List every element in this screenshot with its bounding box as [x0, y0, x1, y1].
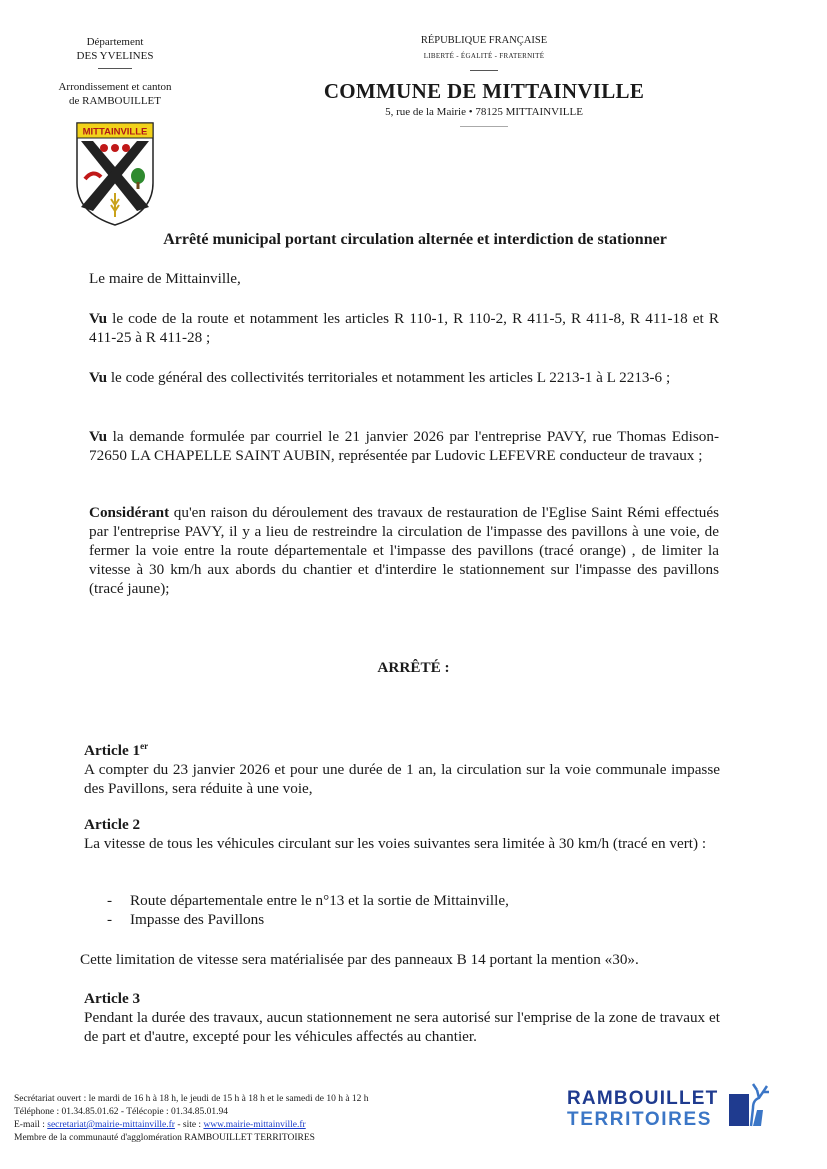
site-label: - site : — [174, 1120, 204, 1130]
rambouillet-territoires-logo — [567, 1088, 718, 1130]
vu-paragraph-2 — [89, 368, 719, 387]
email-label: E-mail : — [14, 1120, 48, 1130]
vu-paragraph-3 — [89, 427, 719, 465]
coat-of-arms-icon — [75, 121, 155, 227]
arrondissement-block — [40, 80, 190, 108]
arrondissement-line1: Arrondissement et canton — [58, 81, 172, 93]
bullet-marker: - — [107, 892, 113, 909]
considerant-text: qu'en raison du déroulement des travaux de restauration de l'Eglise Saint Rémi effectués par l'entreprise PAVY, il y a lieu de restreindre la circulation de l'impasse des pavillons à une voie, de fermer la voie entre la route départementale et l'impasse des pavillons (tracé orange) , de limiter la vitesse à 30 km/h aux abords du chantier et d'interdire le stationnement sur l'impasse des pavillons (tracé jaune); — [89, 504, 719, 597]
vu-label: Vu — [89, 369, 108, 386]
vu-text: le code de la route et notamment les articles R 110-1, R 110-2, R 411-5, R 411-8, R 411-18 et R 411-25 à R 411-28 ; — [89, 310, 719, 346]
vu-text: la demande formulée par courriel le 21 janvier 2026 par l'entreprise PAVY, rue Thomas Edison-72650 LA CHAPELLE SAINT AUBIN, représentée par Ludovic LEFEVRE conducteur de travaux ; — [89, 428, 719, 464]
list-item-text: Impasse des Pavillons — [130, 911, 265, 928]
deer-icon — [727, 1080, 773, 1130]
arrondissement-line2: de RAMBOUILLET — [69, 95, 161, 107]
divider — [460, 126, 508, 127]
article-3-title: Article 3 — [84, 990, 141, 1007]
list-item-text: Route départementale entre le n°13 et la sortie de Mittainville, — [130, 892, 509, 909]
logo-line-2: TERRITOIRES — [567, 1109, 712, 1130]
vu-paragraph-1 — [89, 309, 719, 347]
coat-of-arms-text: MITTAINVILLE — [82, 126, 148, 138]
republic-label: RÉPUBLIQUE FRANÇAISE — [420, 35, 548, 46]
article-2 — [84, 815, 720, 853]
list-item — [107, 891, 509, 910]
logo-line-1: RAMBOUILLET — [567, 1088, 719, 1109]
commune-name: COMMUNE DE MITTAINVILLE — [323, 79, 645, 103]
department-block — [40, 35, 190, 63]
article-1-text: A compter du 23 janvier 2026 et pour une durée de 1 an, la circulation sur la voie communale impasse des Pavillons, sera réduite à une voie, — [84, 761, 720, 798]
footer-hours: Secrétariat ouvert : le mardi de 16 h à 18 h, le jeudi de 15 h à 18 h et le samedi de 10 h à 12 h — [14, 1094, 369, 1104]
divider — [98, 68, 132, 69]
vu-text: le code général des collectivités territoriales et notamment les articles L 2213-1 à L 2213-6 ; — [107, 369, 671, 386]
commune-address: 5, rue de la Mairie • 78125 MITTAINVILLE — [385, 106, 583, 118]
list-item — [107, 910, 264, 929]
article-1 — [84, 737, 720, 798]
article-1-title: Article 1 — [84, 742, 141, 760]
divider — [470, 70, 498, 71]
department-label: Département — [86, 36, 144, 48]
vu-label: Vu — [89, 310, 108, 327]
footer-contact — [14, 1119, 306, 1132]
considerant-paragraph — [89, 503, 719, 598]
article-2-note: Cette limitation de vitesse sera matérialisée par des panneaux B 14 portant la mention «30». — [80, 951, 639, 968]
considerant-label: Considérant — [89, 504, 170, 521]
republic-motto: LIBERTÉ - ÉGALITÉ - FRATERNITÉ — [423, 52, 545, 60]
footer-member: Membre de la communauté d'agglomération RAMBOUILLET TERRITOIRES — [14, 1133, 315, 1143]
arrete-heading: ARRÊTÉ : — [377, 659, 450, 676]
intro-text: Le maire de Mittainville, — [89, 270, 241, 287]
vu-label: Vu — [89, 428, 108, 445]
article-1-sup: er — [140, 741, 149, 751]
department-name: DES YVELINES — [76, 50, 154, 62]
email-link[interactable]: secretariat@mairie-mittainville.fr — [47, 1120, 175, 1130]
article-3 — [84, 989, 720, 1046]
article-2-title: Article 2 — [84, 816, 141, 833]
bullet-marker: - — [107, 911, 113, 928]
article-2-text: La vitesse de tous les véhicules circulant sur les voies suivantes sera limitée à 30 km/h (tracé en vert) : — [84, 835, 707, 852]
document-title: Arrêté municipal portant circulation alternée et interdiction de stationner — [163, 231, 667, 248]
article-3-text: Pendant la durée des travaux, aucun stationnement ne sera autorisé sur l'emprise de la zone de travaux et de part et d'autre, excepté pour les véhicules affectés au chantier. — [84, 1009, 720, 1045]
footer-phone: Téléphone : 01.34.85.01.62 - Télécopie : 01.34.85.01.94 — [14, 1107, 229, 1117]
site-link[interactable]: www.mairie-mittainville.fr — [203, 1120, 306, 1130]
